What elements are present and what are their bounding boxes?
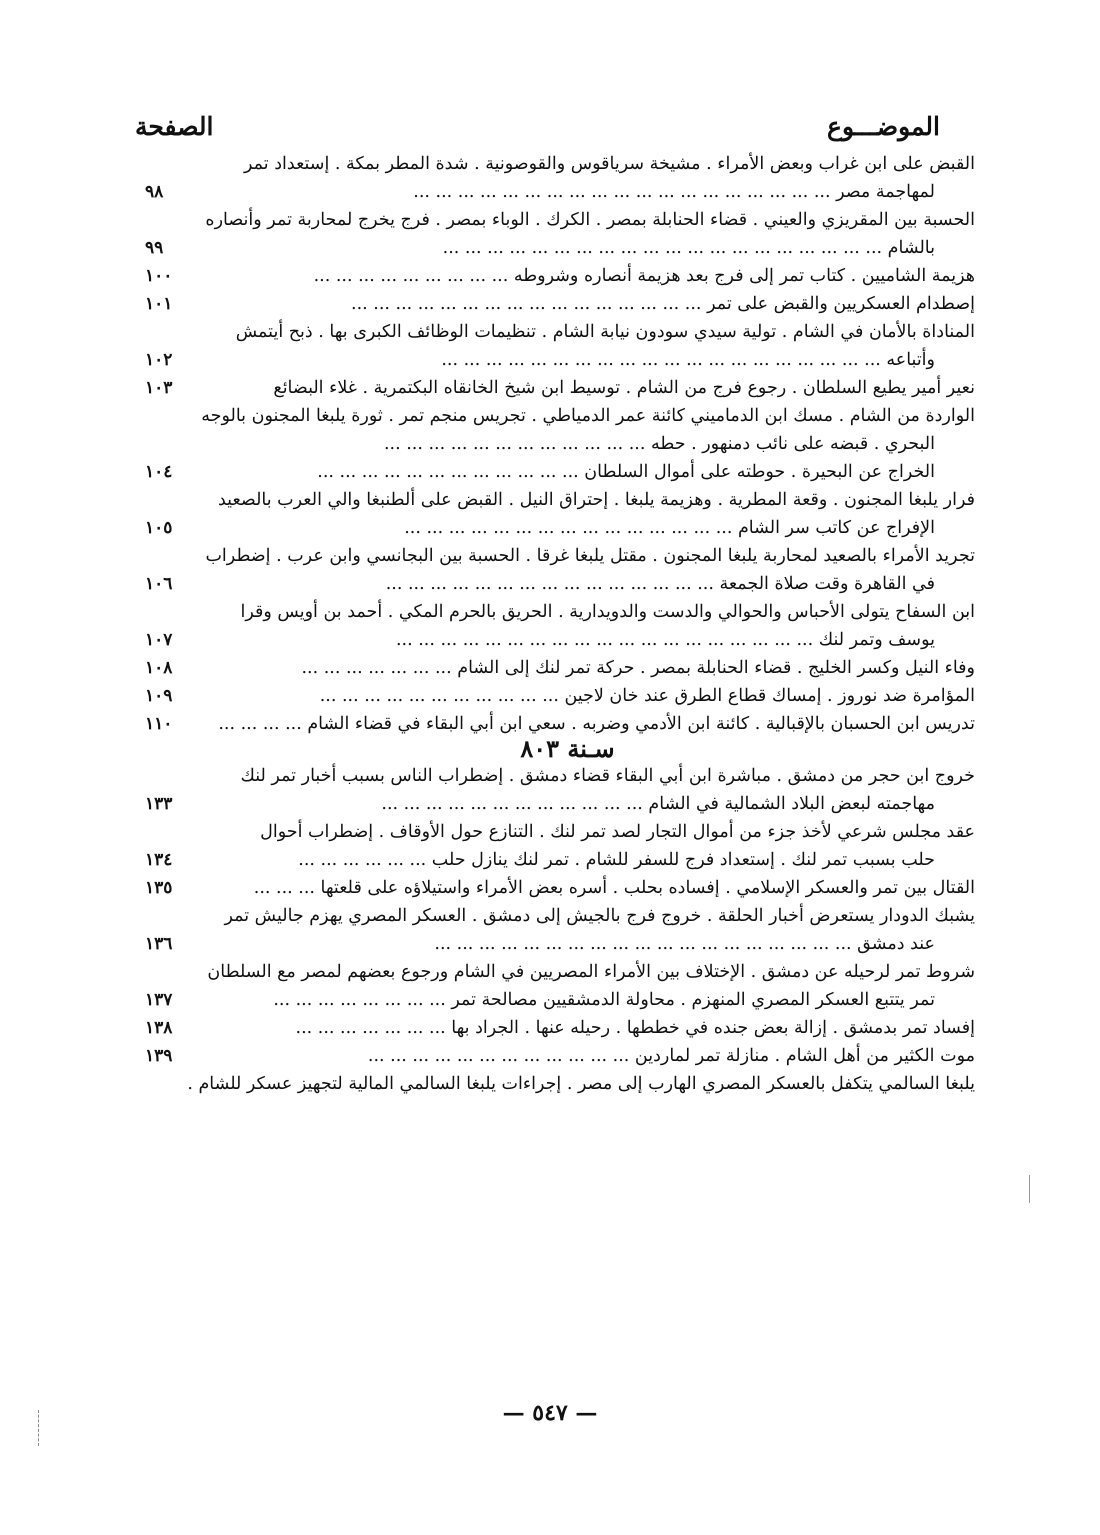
entry-text-line: نعير أمير يطيع السلطان . رجوع فرج من الشام . توسيط ابن شيخ الخانقاه البكتمرية . غلاء البضائع: [273, 378, 975, 398]
entry-page-number: ١٠٥: [145, 518, 173, 538]
contents-entry: [145, 598, 975, 654]
entry-text-line: عند دمشق ... ... ... ... ... ... ... ... ... ... ... ... ... ... ... ... ... ... ...: [434, 934, 935, 954]
entry-page-number: ١٣٤: [145, 850, 173, 870]
contents-group-803: [145, 762, 975, 1098]
entry-page-number: ١٠٩: [145, 686, 173, 706]
entry-text-line: القتال بين تمر والعسكر الإسلامي . إفساده بحلب . أسره بعض الأمراء واستيلاؤه على قلعتها ... ... ...: [253, 878, 975, 898]
contents-entry: [145, 290, 975, 318]
entry-text-line: يشبك الدودار يستعرض أخبار الحلقة . خروج فرج بالجيش إلى دمشق . العسكر المصري يهزم جاليش تمر: [224, 906, 975, 926]
entry-page-number: ١٠٣: [145, 378, 173, 398]
page-column-heading: الصفحة: [135, 112, 214, 141]
column-header: [135, 112, 940, 141]
entry-text-line: القبض على ابن غراب وبعض الأمراء . مشيخة سرياقوس والقوصونية . شدة المطر بمكة . إستعداد تمر: [244, 154, 975, 174]
entry-text-line: بالشام ... ... ... ... ... ... ... ... ... ... ... ... ... ... ... ... ... ... ... ...: [442, 238, 935, 258]
entry-text-line: خروج ابن حجر من دمشق . مباشرة ابن أبي البقاء قضاء دمشق . إضطراب الناس بسبب أخبار تمر لنك: [240, 766, 975, 786]
entry-text-line: إصطدام العسكريين والقبض على تمر ... ... ... ... ... ... ... ... ... ... ... ... ... ... ... ...: [351, 294, 975, 314]
entry-text-line: ابن السفاح يتولى الأحباس والحوالي والدست والدويدارية . الحريق بالحرم المكي . أحمد بن أويس وقرا: [240, 602, 975, 622]
entry-page-number: ١٣٥: [145, 878, 173, 898]
entry-page-number: ١٠٢: [145, 350, 173, 370]
topic-column-heading: الموضـــوع: [827, 112, 940, 141]
entry-page-number: ١٠١: [145, 294, 173, 314]
contents-entry: [160, 1070, 975, 1098]
entry-text-line: تدريس ابن الحسبان بالإقبالية . كائنة ابن الأدمي وضربه . سعي ابن أبي البقاء في قضاء الشام ... ... ... ...: [218, 714, 975, 734]
entry-text-line: عقد مجلس شرعي لأخذ جزء من أموال التجار لصد تمر لنك . التنازع حول الأوقاف . إضطراب أحوال: [260, 822, 975, 842]
entry-page-number: ١٠٨: [145, 658, 173, 678]
entry-page-number: ٩٩: [145, 238, 164, 258]
contents-entry: [145, 762, 975, 818]
contents-entry: [145, 402, 975, 486]
contents-list: [145, 150, 975, 1098]
scan-margin-mark: [1029, 1175, 1030, 1203]
entry-page-number: ١٠٤: [145, 462, 173, 482]
entry-text-line: إفساد تمر بدمشق . إزالة بعض جنده في خططها . رحيله عنها . الجراد بها ... ... ... ... ... ... ...: [295, 1018, 975, 1038]
contents-entry: [145, 654, 975, 682]
entry-page-number: ١٠٦: [145, 574, 173, 594]
contents-entry: [145, 206, 975, 262]
entry-text-line: يوسف وتمر لنك ... ... ... ... ... ... ... ... ... ... ... ... ... ... ... ... ... ... ...: [395, 630, 935, 650]
entry-page-number: ١٣٦: [145, 934, 173, 954]
contents-entry: [145, 262, 975, 290]
entry-page-number: ١١٠: [145, 714, 173, 734]
scan-margin-mark: [38, 1410, 40, 1446]
entry-page-number: ١٠٧: [145, 630, 173, 650]
contents-entry: [145, 818, 975, 874]
entry-page-number: ١٣٣: [145, 794, 173, 814]
entry-text-line: تمر يتتبع العسكر المصري المنهزم . محاولة الدمشقيين مصالحة تمر ... ... ... ... ... ... ... ...: [273, 990, 935, 1010]
entry-text-line: البحري . قبضه على نائب دمنهور . حطه ... ... ... ... ... ... ... ... ... ... ... ...: [383, 434, 935, 454]
entry-text-line: وفاء النيل وكسر الخليج . قضاء الحنابلة بمصر . حركة تمر لنك إلى الشام ... ... ... ... ... ... ...: [301, 658, 975, 678]
entry-text-line: موت الكثير من أهل الشام . منازلة تمر لماردين ... ... ... ... ... ... ... ... ... ... ... ...: [367, 1046, 975, 1066]
contents-entry: [145, 318, 975, 374]
entry-text-line: حلب بسبب تمر لنك . إستعداد فرج للسفر للشام . تمر لنك ينازل حلب ... ... ... ... ... ...: [298, 850, 935, 870]
page-number: — ٥٤٧ —: [502, 1400, 598, 1426]
entry-text-line: وأتباعه ... ... ... ... ... ... ... ... ... ... ... ... ... ... ... ... ... ... ... ...: [441, 350, 935, 370]
entry-text-line: لمهاجمة مصر ... ... ... ... ... ... ... ... ... ... ... ... ... ... ... ... ... ... ...: [413, 182, 935, 202]
entry-text-line: الواردة من الشام . مسك ابن الدماميني كائنة عمر الدمياطي . تجريس منجم تمر . ثورة يلبغا المجنون بالوجه: [201, 406, 975, 426]
entry-text-line: تجريد الأمراء بالصعيد لمحاربة يلبغا المجنون . مقتل يلبغا غرقا . الحسبة بين البجانسي وابن عرب . إضطراب: [205, 546, 975, 566]
entry-page-number: ٩٨: [145, 182, 164, 202]
entry-text-line: الحسبة بين المقريزي والعيني . قضاء الحنابلة بمصر . الكرك . الوباء بمصر . فرج يخرج لمحاربة تمر وأنصاره: [205, 210, 975, 230]
entry-page-number: ١٣٩: [145, 1046, 173, 1066]
contents-entry: [145, 1014, 975, 1042]
contents-entry: [145, 958, 975, 1014]
entry-text-line: يلبغا السالمي يتكفل بالعسكر المصري الهارب إلى مصر . إجراءات يلبغا السالمي المالية لتجهيز عسكر للشام .: [187, 1074, 975, 1094]
contents-entry: [145, 874, 975, 902]
contents-entry: [145, 542, 975, 598]
entry-page-number: ١٠٠: [145, 266, 173, 286]
contents-entry: [145, 1042, 975, 1070]
contents-group-802: [145, 150, 975, 738]
entry-text-line: في القاهرة وقت صلاة الجمعة ... ... ... ... ... ... ... ... ... ... ... ... ... ... ...: [385, 574, 935, 594]
entry-page-number: ١٣٧: [145, 990, 173, 1010]
contents-entry: [145, 486, 975, 542]
contents-entry: [145, 682, 975, 710]
contents-entry: [145, 150, 975, 206]
entry-page-number: ١٣٨: [145, 1018, 173, 1038]
entry-text-line: هزيمة الشاميين . كتاب تمر إلى فرج بعد هزيمة أنصاره وشروطه ... ... ... ... ... ... ... ... ...: [313, 266, 975, 286]
year-heading: سـنة ٨٠٣: [520, 734, 615, 763]
entry-text-line: المؤامرة ضد نوروز . إمساك قطاع الطرق عند خان لاجين ... ... ... ... ... ... ... ... ... ... ...: [319, 686, 975, 706]
entry-text-line: المناداة بالأمان في الشام . تولية سيدي سودون نيابة الشام . تنظيمات الوظائف الكبرى بها . ذبح أيتمش: [235, 322, 975, 342]
entry-text-line: شروط تمر لرحيله عن دمشق . الإختلاف بين الأمراء المصريين في الشام ورجوع بعضهم لمصر مع السلطان: [207, 962, 975, 982]
entry-text-line: مهاجمته لبعض البلاد الشمالية في الشام ... ... ... ... ... ... ... ... ... ... ... ...: [381, 794, 935, 814]
contents-entry: [145, 374, 975, 402]
entry-text-line: الإفراج عن كاتب سر الشام ... ... ... ... ... ... ... ... ... ... ... ... ... ... ...: [404, 518, 935, 538]
entry-text-line: فرار يلبغا المجنون . وقعة المطرية . وهزيمة يلبغا . إحتراق النيل . القبض على ألطنبغا والي العرب بالصعيد: [217, 490, 975, 510]
contents-entry: [145, 710, 975, 738]
entry-text-line: الخراج عن البحيرة . حوطته على أموال السلطان ... ... ... ... ... ... ... ... ... ... ... ...: [317, 462, 935, 482]
contents-entry: [145, 902, 975, 958]
